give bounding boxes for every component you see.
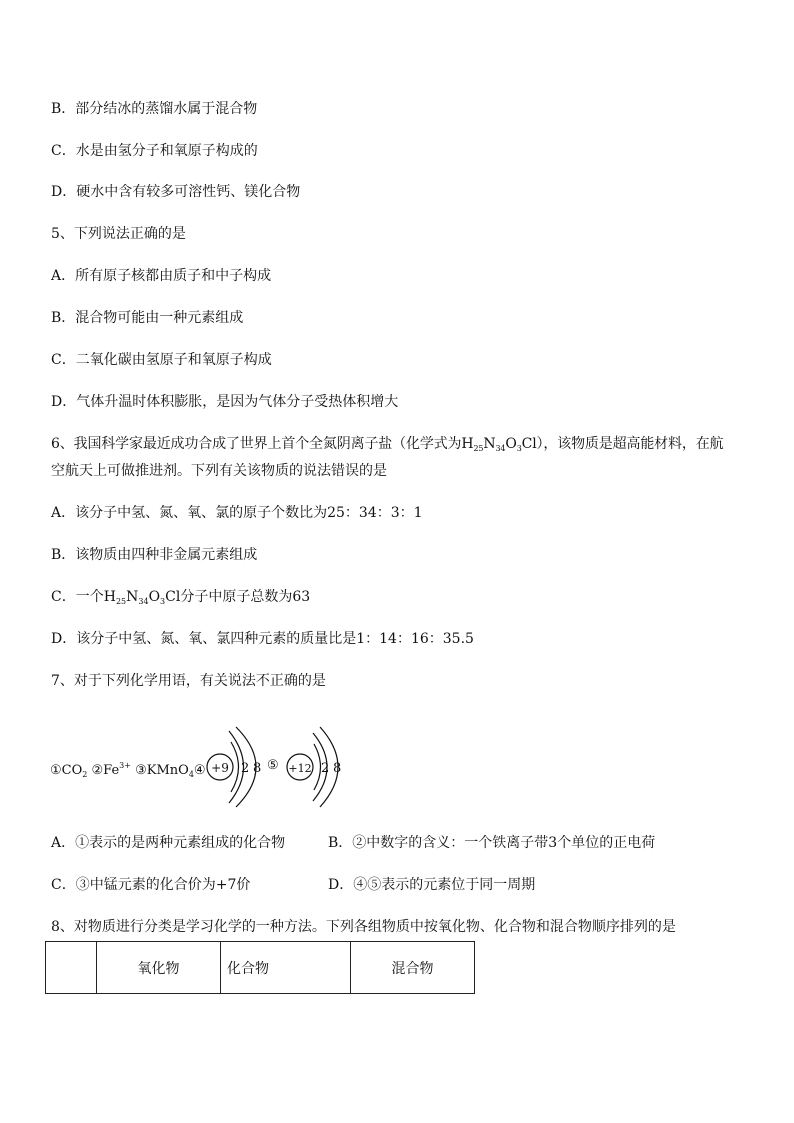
q5-option-a: A．所有原子核都由质子和中子构成 [51,268,272,284]
q8-classification-table [45,941,475,994]
nucleus-charge: +12 [288,762,312,775]
q5-option-d: D．气体升温时体积膨胀，是因为气体分子受热体积增大 [51,394,399,410]
shell-electrons-second: 8 [333,761,342,776]
q4-option-b: B．部分结冰的蒸馏水属于混合物 [51,101,258,117]
q6-option-b: B．该物质由四种非金属元素组成 [51,547,258,563]
table-header-cell: 氧化物 [97,942,221,994]
q7-symbol-5: ⑤ [267,758,279,773]
q7-chemical-symbols: $①CO_2$ $②Fe^{3+}$ ③KMnO$_4$④ [50,761,206,779]
table-header-cell: 混合物 [351,942,475,994]
nucleus-charge: +9 [211,761,229,775]
q6-option-a: A．该分子中氢、氮、氧、氯的原子个数比为25：34：3：1 [51,505,423,521]
q6-option-c: C．一个$H_{25}N_{34}O_3Cl$分子中原子总数为63 [51,589,311,606]
electron-shell-arc [231,742,239,792]
q7-option-b: B．②中数字的含义：一个铁离子带3个单位的正电荷 [328,835,656,851]
table-header-cell: 化合物 [221,942,351,994]
q4-option-d: D．硬水中含有较多可溶性钙、镁化合物 [51,184,301,200]
q7-option-a: A．①表示的是两种元素组成的化合物 [51,835,286,851]
shell-electrons-first: 2 [321,761,330,776]
q6-stem-line1: 6、我国科学家最近成功合成了世界上首个全氮阴离子盐（化学式为$H_{25}N_{34}O_3Cl$），该物质是超高能材料，在航 [51,436,724,453]
q6-stem-line2: 空航天上可做推进剂。下列有关该物质的说法错误的是 [51,463,387,479]
table-header-row [46,942,475,994]
q5-option-b: B．混合物可能由一种元素组成 [51,310,244,326]
electron-shell-arc [314,744,321,790]
q8-stem: 8、对物质进行分类是学习化学的一种方法。下列各组物质中按氧化物、化合物和混合物顺序排列的是 [51,919,676,935]
atom-structure-9 [207,727,261,807]
q7-option-d: D．④⑤表示的元素位于同一周期 [328,877,536,893]
q7-option-c: C．③中锰元素的化合价为+7价 [51,877,251,893]
q4-option-c: C．水是由氢分子和氧原子构成的 [51,143,258,159]
atom-structure-12 [287,727,341,807]
table-header-cell [46,942,97,994]
shell-electrons-first: 2 [241,761,250,776]
q6-option-d: D．该分子中氢、氮、氧、氯四种元素的质量比是1：14：16：35.5 [51,631,474,647]
shell-electrons-second: 8 [253,761,262,776]
q5-option-c: C．二氧化碳由氢原子和氧原子构成 [51,352,272,368]
q7-stem: 7、对于下列化学用语，有关说法不正确的是 [51,673,326,689]
q5-stem: 5、下列说法正确的是 [51,226,186,242]
